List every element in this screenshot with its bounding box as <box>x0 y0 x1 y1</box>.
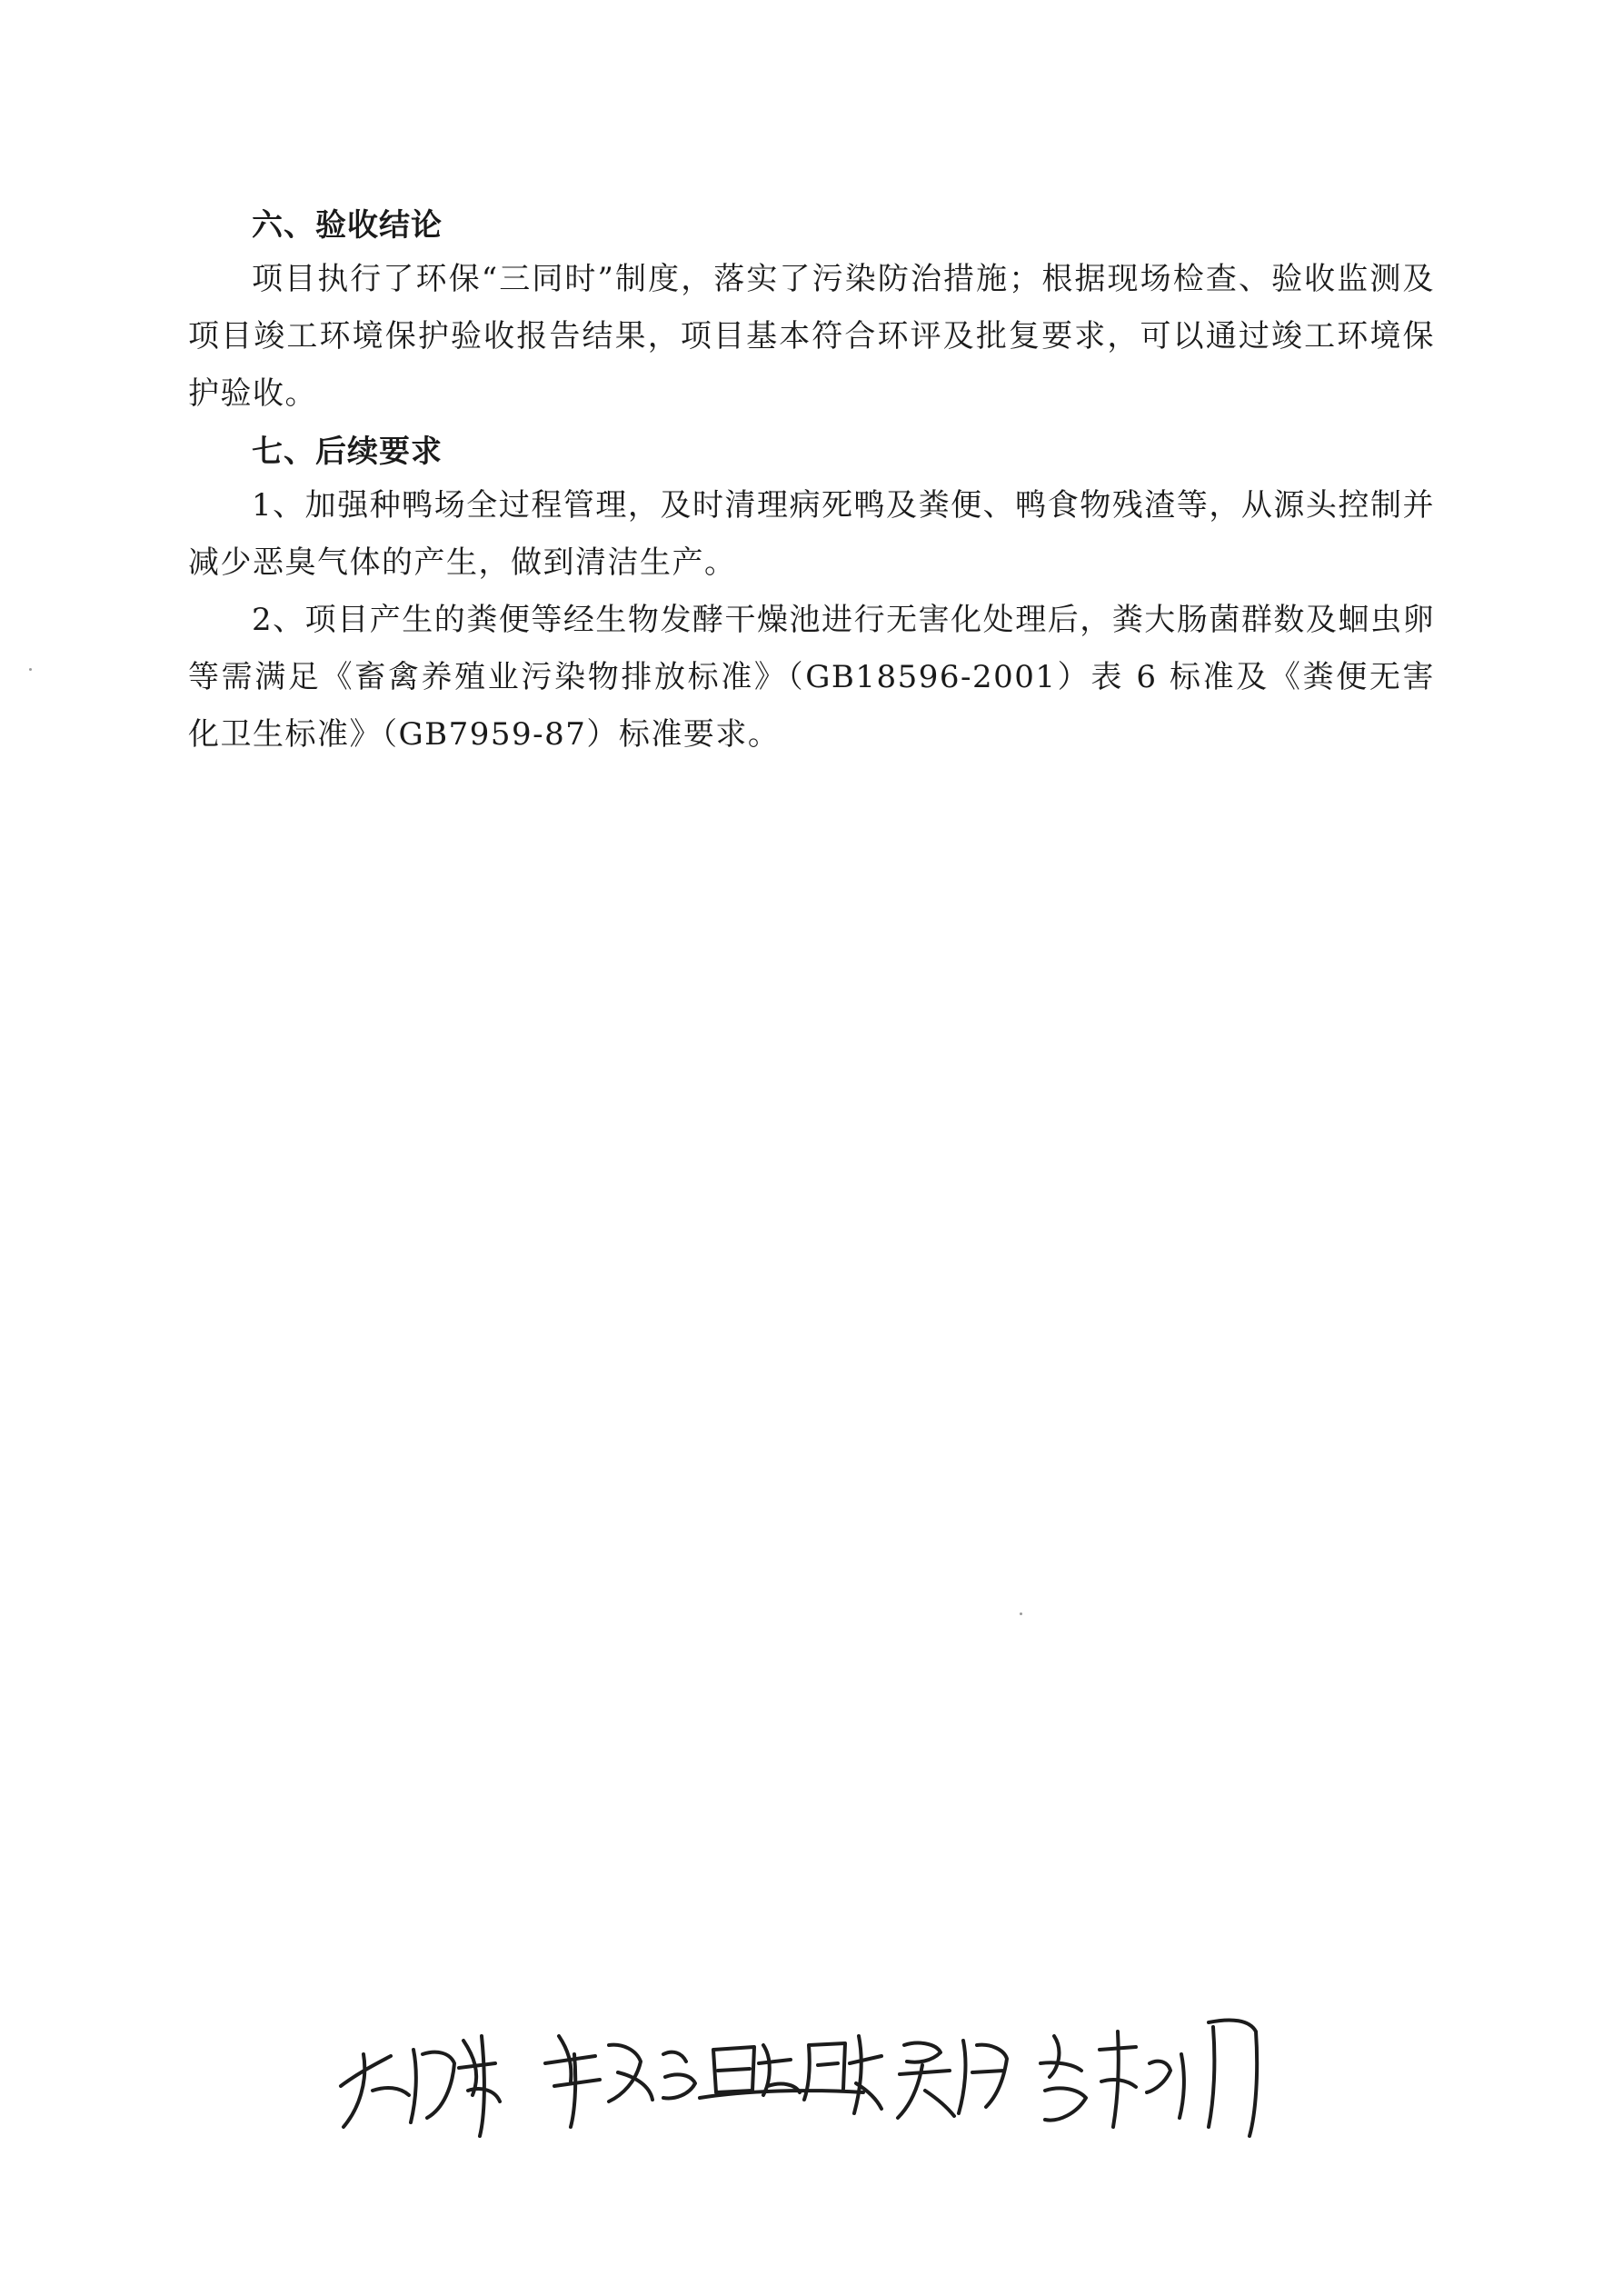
handwritten-signature <box>1041 2020 1257 2136</box>
paragraph: 1、加强种鸭场全过程管理，及时清理病死鸭及粪便、鸭食物残渣等，从源头控制并减少恶臭气体的产生，做到清洁生产。 <box>188 487 1435 581</box>
handwritten-signature <box>898 2041 1007 2118</box>
scan-speck <box>1020 1612 1022 1615</box>
document-body <box>188 200 1435 764</box>
signature-block <box>336 2000 1354 2154</box>
handwritten-signature <box>341 2036 500 2136</box>
scan-speck <box>29 668 32 671</box>
section-follow-up-requirements <box>188 426 1435 764</box>
section-acceptance-conclusion <box>188 200 1435 423</box>
paragraph: 2、项目产生的粪便等经生物发酵干燥池进行无害化处理后，粪大肠菌群数及蛔虫卵等需满足《畜禽养殖业污染物排放标准》（GB18596-2001）表 6 标准及《粪便无害化卫生标准》（GB7959-87）标准要求。 <box>188 602 1435 753</box>
paragraph: 项目执行了环保“三同时”制度，落实了污染防治措施；根据现场检查、验收监测及项目竣工环境保护验收报告结果，项目基本符合环评及批复要求，可以通过竣工环境保护验收。 <box>188 261 1435 412</box>
section-heading: 七、后续要求 <box>252 434 443 470</box>
handwritten-signature <box>545 2036 695 2127</box>
handwritten-signature <box>700 2036 881 2113</box>
section-heading: 六、验收结论 <box>252 207 443 244</box>
